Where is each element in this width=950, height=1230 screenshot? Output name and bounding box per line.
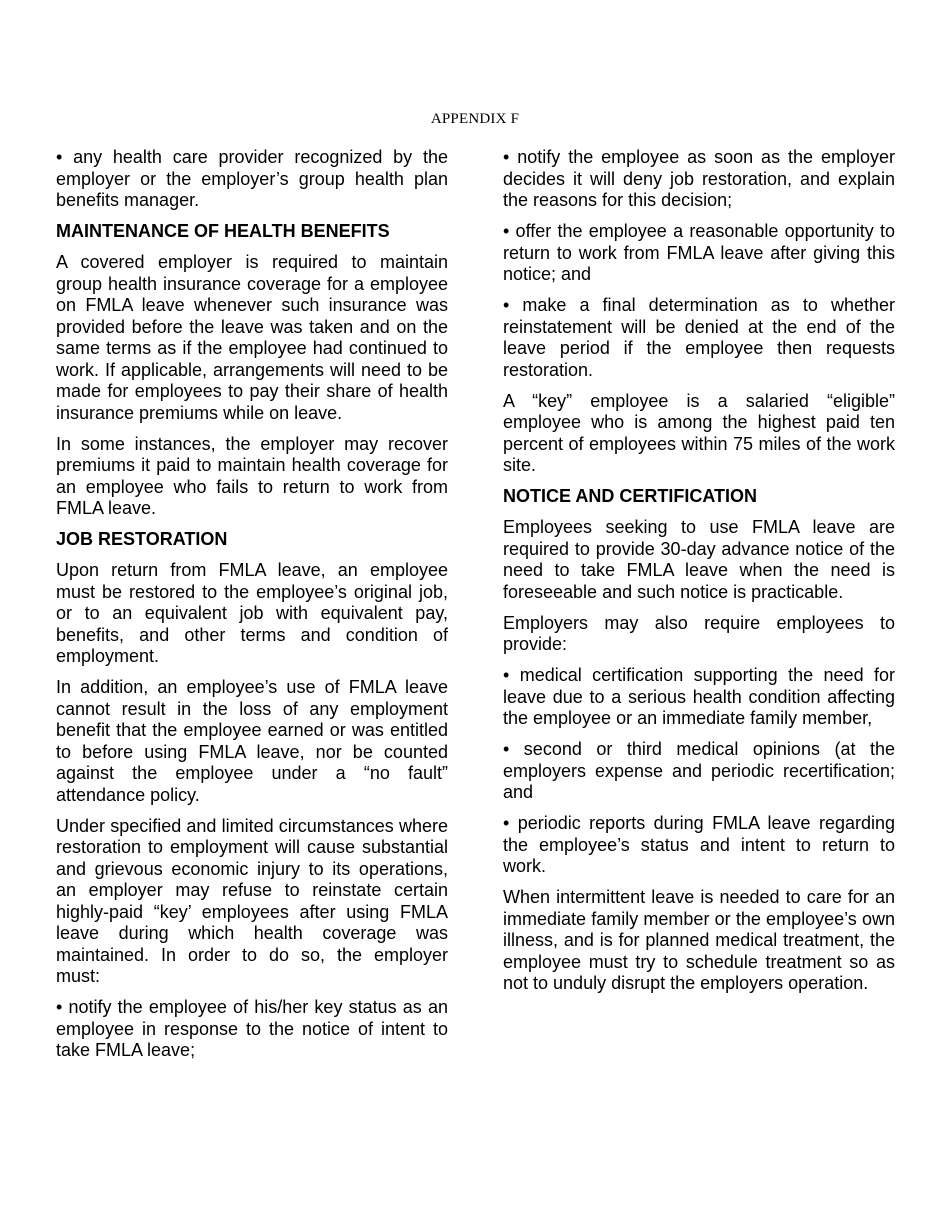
bullet-notify-key-status: • notify the employee of his/her key status as an employee in response to the notice of intent to take FMLA leave;: [56, 997, 448, 1060]
paragraph-recover-premiums: In some instances, the employer may recover premiums it paid to maintain health coverage for an employee who fails to return to work from FMLA leave.: [56, 433, 448, 518]
heading-job-restoration: JOB RESTORATION: [56, 529, 228, 549]
paragraph-group-health-coverage: A covered employer is required to maintain group health insurance coverage for a employee on FMLA leave whenever such insurance was provided before the leave was taken and on the same terms as if the employee had continued to work. If applicable, arrangements will need to be made for employees to pay their share of health insurance premiums while on leave.: [56, 252, 448, 423]
bullet-notify-deny-restoration: • notify the employee as soon as the employer decides it will deny job restoration, and explain the reasons for this decision;: [503, 147, 895, 210]
paragraph-restored-to-job: Upon return from FMLA leave, an employee must be restored to the employee’s original job, or to an equivalent job with equivalent pay, benefits, and other terms and condition of employment.: [56, 560, 448, 666]
bullet-final-determination: • make a final determination as to whether reinstatement will be denied at the end of the leave period if the employee then requests restoration.: [503, 295, 895, 380]
bullet-health-care-provider: • any health care provider recognized by the employer or the employer’s group health plan benefits manager.: [56, 147, 448, 210]
left-column: [56, 147, 448, 1071]
paragraph-no-loss-of-benefit: In addition, an employee’s use of FMLA leave cannot result in the loss of any employment benefit that the employee earned or was entitled to before using FMLA leave, nor be counted against the employee under a “no fault” attendance policy.: [56, 677, 448, 805]
bullet-medical-certification: • medical certification supporting the need for leave due to a serious health condition affecting the employee or an immediate family member,: [503, 665, 895, 728]
bullet-second-third-opinions: • second or third medical opinions (at the employers expense and periodic recertification; and: [503, 739, 895, 802]
paragraph-advance-notice: Employees seeking to use FMLA leave are required to provide 30-day advance notice of the need to take FMLA leave when the need is foreseeable and such notice is practicable.: [503, 517, 895, 602]
bullet-offer-opportunity: • offer the employee a reasonable opportunity to return to work from FMLA leave after giving this notice; and: [503, 221, 895, 284]
heading-notice-and-certification: NOTICE AND CERTIFICATION: [503, 486, 757, 506]
right-column: [503, 147, 895, 1004]
paragraph-employers-may-require: Employers may also require employees to provide:: [503, 612, 895, 654]
heading-maintenance-of-health-benefits: MAINTENANCE OF HEALTH BENEFITS: [56, 221, 390, 241]
paragraph-key-employees-limit: Under specified and limited circumstances where restoration to employment will cause substantial and grievous economic injury to its operations, an employer may refuse to reinstate certain highly-paid “key’ employees after using FMLA leave during which health coverage was maintained. In order to do so, the employer must:: [56, 815, 448, 986]
paragraph-intermittent-leave: When intermittent leave is needed to care for an immediate family member or the employee’s own illness, and is for planned medical treatment, the employee must try to schedule treatment so as not to unduly disrupt the employers operation.: [503, 887, 895, 993]
bullet-periodic-reports: • periodic reports during FMLA leave regarding the employee’s status and intent to return to work.: [503, 813, 895, 876]
page-header: APPENDIX F: [430, 111, 520, 127]
paragraph-key-employee-definition: A “key” employee is a salaried “eligible” employee who is among the highest paid ten percent of employees within 75 miles of the work site.: [503, 390, 895, 475]
